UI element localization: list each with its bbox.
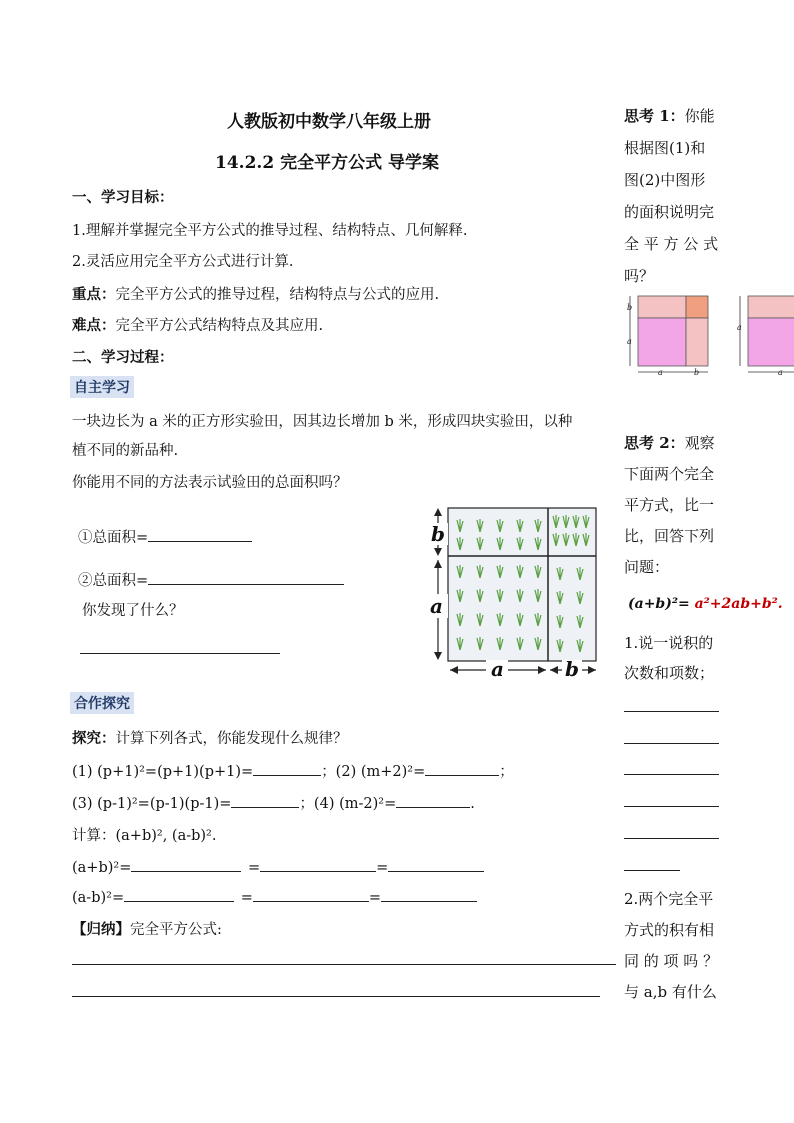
paragraph-1: 一块边长为 a 米的正方形实验田，因其边长增加 b 米，形成四块实验田，以种	[72, 414, 573, 430]
difficult-point	[72, 314, 323, 335]
plus-blank-3[interactable]	[388, 857, 484, 872]
exercise-row-1	[72, 760, 514, 781]
small-label-a: a	[737, 323, 742, 332]
think-2-line: 观察	[684, 434, 715, 452]
difficult-point-label: 难点：	[72, 317, 116, 334]
exercise-3-blank[interactable]	[231, 793, 299, 808]
exercise-row-2	[72, 792, 475, 813]
side-answer-line[interactable]	[624, 806, 719, 807]
exercise-4: ；(4) (m-2)²=	[299, 796, 397, 812]
summary-line	[72, 918, 222, 939]
difficult-point-text: 完全平方公式结构特点及其应用.	[115, 318, 324, 334]
exercise-1: (1) (p+1)²=(p+1)(p+1)=	[72, 764, 254, 780]
think-1	[624, 100, 724, 292]
plus-blank-1[interactable]	[131, 857, 241, 872]
think-1-line: 你能	[684, 107, 715, 125]
question-2	[624, 884, 724, 1008]
figure-label-b-bottom: b	[565, 657, 579, 678]
small-label-a: a	[778, 368, 783, 377]
exercise-4-blank[interactable]	[396, 793, 470, 808]
small-label-b: b	[627, 303, 633, 312]
small-label-b: b	[694, 368, 700, 377]
goal-2: 2.灵活应用完全平方公式进行计算.	[72, 254, 294, 270]
section-goals-heading: 一、学习目标：	[72, 189, 174, 206]
think-1-line: 图(2)中图形	[624, 171, 706, 189]
explore-line	[72, 727, 348, 748]
equals-sign: =	[247, 860, 261, 876]
think-1-line: 根据图(1)和	[624, 139, 706, 157]
area-2-label: ②总面积=	[78, 573, 149, 589]
field-figure	[418, 504, 600, 678]
equals-sign: =	[376, 860, 389, 876]
section-process-heading: 二、学习过程：	[72, 349, 174, 366]
formula-right: a²+2ab+b².	[694, 596, 783, 612]
exercise-1-blank[interactable]	[253, 761, 321, 776]
side-answer-line[interactable]	[624, 743, 719, 744]
think-2-line: 平方式，比一	[624, 496, 715, 514]
area-2-blank[interactable]	[148, 570, 344, 585]
figure-label-a-bottom: a	[491, 657, 504, 678]
page-title: 人教版初中数学八年级上册	[227, 112, 431, 132]
minus-blank-3[interactable]	[381, 887, 477, 902]
question-1-line: 1.说一说积的	[624, 634, 714, 652]
self-study-tag: 自主学习	[70, 376, 134, 398]
equals-sign: =	[240, 890, 253, 906]
plus-blank-2[interactable]	[260, 857, 376, 872]
side-answer-line[interactable]	[624, 711, 719, 712]
question-1-line: 次数和项数；	[624, 664, 715, 682]
area-method-1	[78, 526, 252, 547]
minus-blank-1[interactable]	[124, 887, 234, 902]
exercise-2-blank[interactable]	[425, 761, 499, 776]
think-1-label: 思考 1：	[624, 107, 685, 125]
found-answer-line[interactable]	[80, 653, 280, 654]
figure-label-b-left: b	[431, 522, 445, 546]
side-answer-line[interactable]	[624, 838, 719, 839]
cooperative-tag: 合作探究	[70, 692, 134, 714]
think-2	[624, 428, 724, 583]
question-1	[624, 628, 724, 688]
key-point	[72, 283, 439, 304]
area-1-blank[interactable]	[148, 527, 252, 542]
question-2-line: 同 的 项 吗 ？	[624, 952, 719, 970]
think-2-line: 问题：	[624, 558, 670, 576]
square-figures	[620, 292, 794, 382]
formula-line	[628, 596, 783, 612]
exercise-3: (3) (p-1)²=(p-1)(p-1)=	[72, 796, 232, 812]
side-answer-line[interactable]	[624, 774, 719, 775]
exercise-2: ；(2) (m+2)²=	[321, 764, 426, 780]
think-2-line: 比，回答下列	[624, 527, 715, 545]
small-label-a: a	[658, 368, 663, 377]
question-2-line: 方式的积有相	[624, 921, 715, 939]
formula-left: (a+b)²=	[628, 596, 695, 612]
question-2-line: 2.两个完全平	[624, 890, 714, 908]
figure-label-a-left: a	[430, 594, 443, 618]
a-plus-b-squared: (a+b)²=	[72, 860, 132, 876]
summary-text: 完全平方公式:	[130, 922, 222, 938]
think-1-line: 吗？	[624, 267, 655, 285]
question-2-line: 与 a,b 有什么	[624, 983, 717, 1001]
small-label-a: a	[627, 337, 632, 346]
calc-instruction: 计算：(a+b)², (a-b)².	[72, 828, 217, 844]
calc-row-plus	[72, 857, 484, 876]
found-question: 你发现了什么？	[82, 603, 184, 619]
think-1-line: 全 平 方 公 式	[624, 235, 719, 253]
explore-label: 探究：	[72, 730, 116, 747]
summary-answer-line-2[interactable]	[72, 996, 600, 997]
area-1-label: ①总面积=	[78, 530, 149, 546]
calc-row-minus	[72, 887, 477, 906]
goal-1: 1.理解并掌握完全平方公式的推导过程、结构特点、几何解释.	[72, 223, 468, 239]
semicolon: ；	[499, 764, 514, 780]
summary-answer-line-1[interactable]	[72, 964, 616, 965]
side-answer-line[interactable]	[624, 870, 680, 871]
minus-blank-2[interactable]	[253, 887, 369, 902]
key-point-text: 完全平方公式的推导过程，结构特点与公式的应用.	[115, 287, 440, 303]
think-1-line: 的面积说明完	[624, 203, 715, 221]
paragraph-2: 植不同的新品种.	[72, 443, 179, 459]
explore-text: 计算下列各式，你能发现什么规律？	[115, 731, 348, 747]
page-subtitle: 14.2.2 完全平方公式 导学案	[215, 153, 439, 173]
paragraph-3: 你能用不同的方法表示试验田的总面积吗？	[72, 475, 348, 491]
key-point-label: 重点：	[72, 286, 116, 303]
period: .	[470, 796, 475, 812]
equals-sign: =	[368, 890, 382, 906]
summary-label: 【归纳】	[72, 921, 130, 938]
a-minus-b-squared: (a-b)²=	[72, 890, 125, 906]
think-2-line: 下面两个完全	[624, 465, 715, 483]
think-2-label: 思考 2：	[624, 434, 685, 452]
area-method-2	[78, 569, 344, 590]
field-outer-rect	[448, 508, 596, 661]
